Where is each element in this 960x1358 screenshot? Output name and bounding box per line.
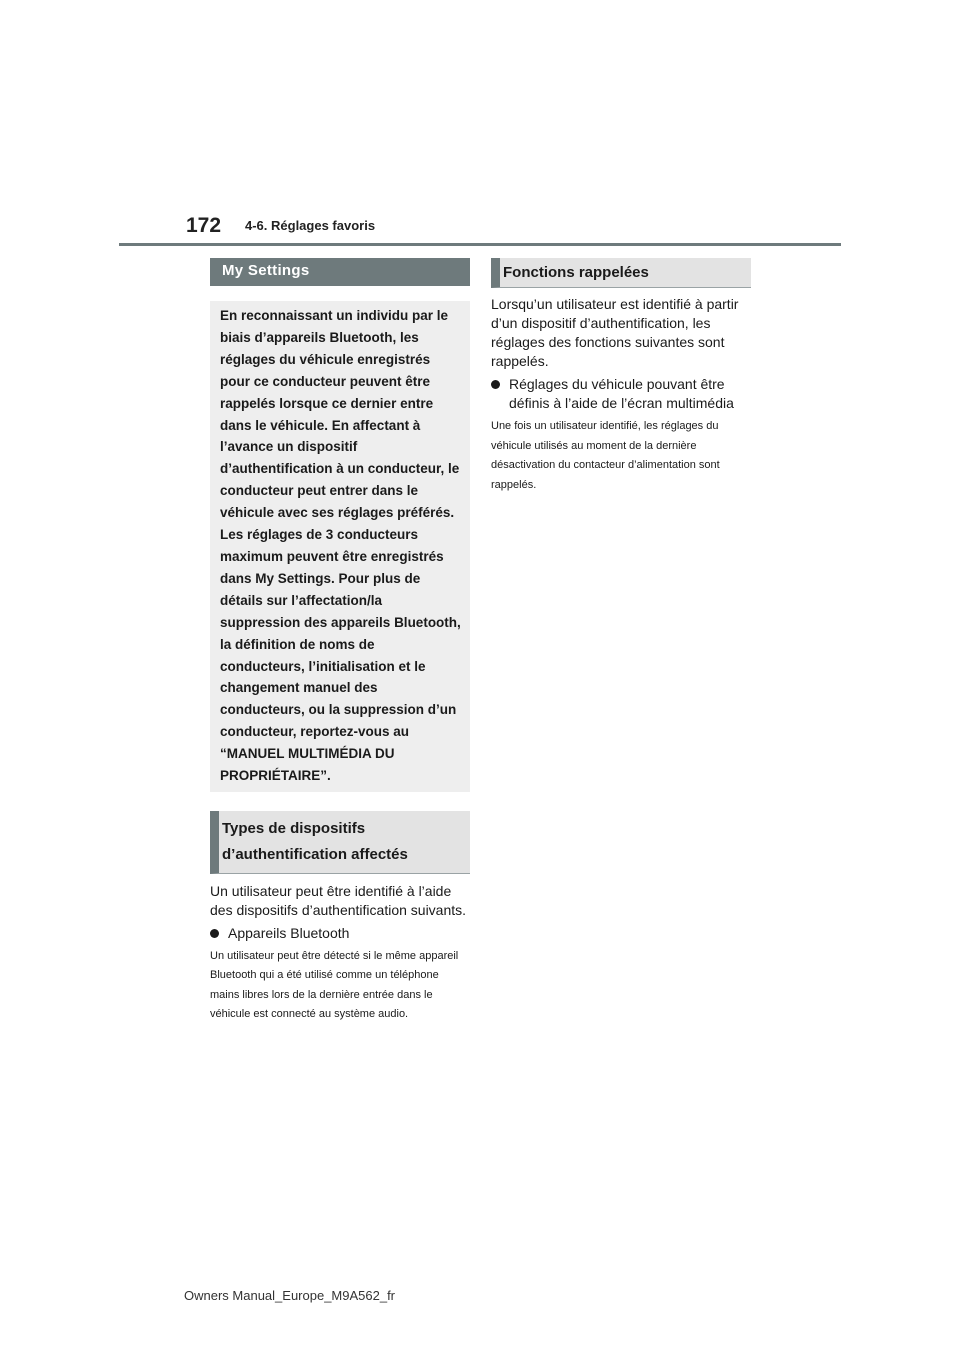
right-column xyxy=(491,258,751,495)
vehicle-settings-note: Une fois un utilisateur identifié, les réglages du véhicule utilisés au moment de la dernière désactivation du contacteur d’alimentation sont rappelés. xyxy=(491,420,720,491)
bluetooth-note: Un utilisateur peut être détecté si le même appareil Bluetooth qui a été utilisé comme un téléphone mains libres lors de la dernière entrée dans le véhicule est connecté au système audio. xyxy=(210,949,459,1021)
left-column xyxy=(210,258,470,1025)
intro-box: En reconnaissant un individu par le biais d’appareils Bluetooth, les réglages du véhicule enregistrés pour ce conducteur peuvent être rappelés lorsque ce dernier entre dans le véhicule. En affectant à l’avance un dispositif d’authentification à un conducteur, le conducteur peut entrer dans le véhicule avec ses réglages préférés. Les réglages de 3 conducteurs maximum peuvent être enregistrés dans My Settings. Pour plus de détails sur l’affectation/la suppression des appareils Bluetooth, la définition de noms de conducteurs, l’initialisation et le changement manuel des conducteurs, ou la suppression d’un conducteur, reportez-vous au “MANUEL MULTIMÉDIA DU PROPRIÉTAIRE”. xyxy=(210,301,470,792)
header-rule xyxy=(119,243,841,246)
bluetooth-bullet xyxy=(210,924,470,943)
auth-devices-title: Types de dispositifs d’authentification affectés xyxy=(210,811,470,874)
recalled-functions-body: Lorsqu’un utilisateur est identifié à partir d’un dispositif d’authentification, les réglages des fonctions suivantes sont rappelés. xyxy=(491,296,739,369)
auth-devices-body: Un utilisateur peut être identifié à l’aide des dispositifs d’authentification suivants. xyxy=(210,882,467,918)
my-settings-title: My Settings xyxy=(210,258,470,286)
bullet-dot-icon xyxy=(491,380,500,389)
vehicle-settings-bullet-label: Réglages du véhicule pouvant être définis à l’aide de l’écran multimédia xyxy=(509,376,734,411)
bluetooth-bullet-label: Appareils Bluetooth xyxy=(228,924,350,941)
bullet-dot-icon xyxy=(210,929,219,938)
footer-text: Owners Manual_Europe_M9A562_fr xyxy=(184,1288,396,1303)
vehicle-settings-bullet xyxy=(491,375,751,413)
recalled-functions-title: Fonctions rappelées xyxy=(491,258,751,288)
section-reference: 4-6. Réglages favoris xyxy=(245,218,376,233)
page-number: 172 xyxy=(186,214,222,237)
